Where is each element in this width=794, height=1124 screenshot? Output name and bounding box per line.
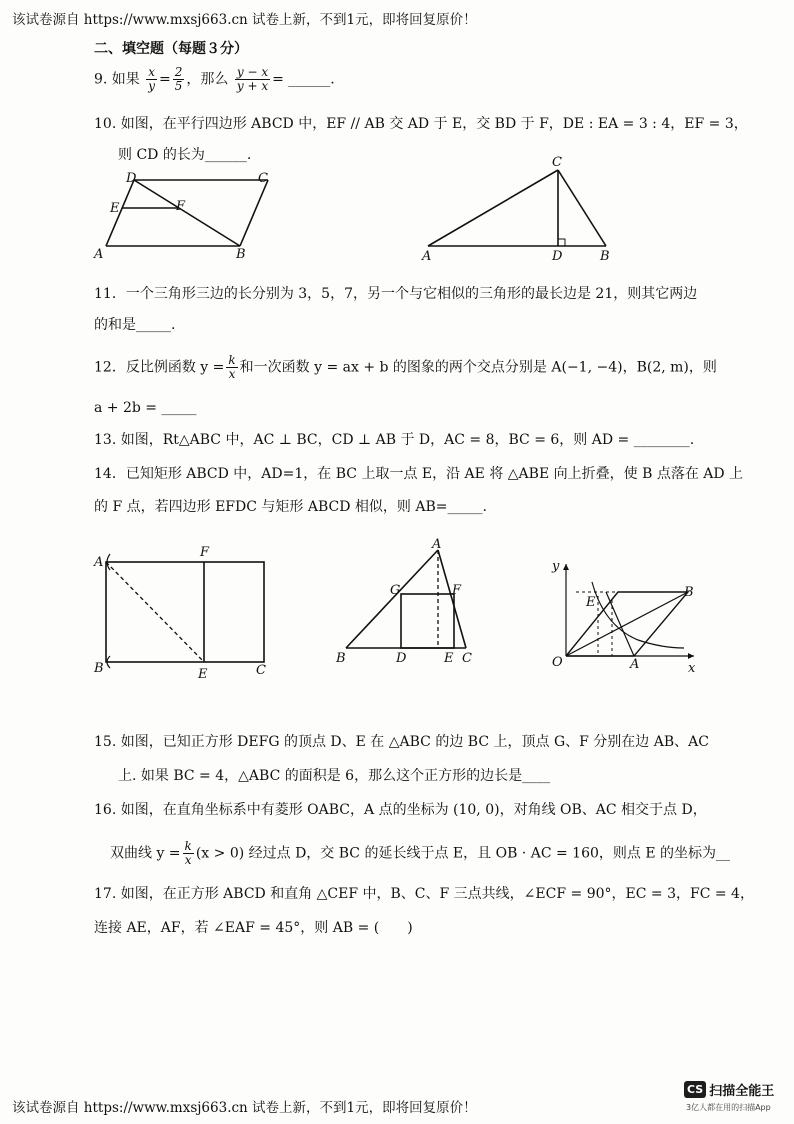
question-11-line1: 11．一个三角形三边的长分别为 3，5，7，另一个与它相似的三角形的最长边是 21，则其它两边 <box>94 286 698 302</box>
question-14-line2: 的 F 点，若四边形 EFDC 与矩形 ABCD 相似，则 AB=_____. <box>94 499 487 515</box>
fraction-2-over-5: $\frac{2}{5}$ <box>174 65 183 93</box>
label-G: G <box>390 583 401 598</box>
label-B: B <box>684 585 694 600</box>
label-A: A <box>94 555 104 570</box>
label-D: D <box>126 171 137 186</box>
square-in-triangle-figure <box>332 538 482 672</box>
cs-logo-icon: CS <box>684 1081 706 1098</box>
label-E: E <box>198 667 208 682</box>
label-C: C <box>256 663 266 678</box>
question-17-line2: 连接 AE，AF，若 ∠EAF = 45°，则 AB = ( ) <box>94 920 413 936</box>
label-A: A <box>630 657 640 672</box>
fraction-k-over-x: $\frac{k}{x}$ <box>228 353 236 381</box>
label-A: A <box>94 247 104 262</box>
label-A: A <box>432 538 442 552</box>
rhombus-coordinate-figure <box>546 556 702 680</box>
label-O: O <box>552 655 563 670</box>
fraction-k-over-x: $\frac{k}{x}$ <box>184 839 192 867</box>
question-15-line2: 上. 如果 BC = 4，△ABC 的面积是 6，那么这个正方形的边长是____ <box>118 768 551 784</box>
question-13: 13. 如图，Rt△ABC 中，AC ⊥ BC，CD ⊥ AB 于 D，AC = 8，BC = 6，则 AD = ________. <box>94 432 695 448</box>
question-9: 9. 如果 $\frac{x}{y}$ = $\frac{2}{5}$ ，那么 $\frac{y - x}{y + x}$ = ______. <box>94 65 335 93</box>
question-16-line2: 双曲线 y = $\frac{k}{x}$ (x > 0) 经过点 D，交 BC 的延长线于点 E，且 OB · AC = 160，则点 E 的坐标为__ <box>110 839 731 867</box>
label-A: A <box>422 249 432 264</box>
label-x: x <box>688 661 696 676</box>
scanner-logo <box>684 1080 774 1099</box>
footer-watermark: 该试卷源自 https://www.mxsj663.cn 试卷上新，不到1元，即将回复原价！ <box>12 1100 477 1116</box>
label-E: E <box>444 651 454 666</box>
label-y: y <box>552 559 560 574</box>
label-F: F <box>452 583 462 598</box>
label-F: F <box>176 199 186 214</box>
question-17-line1: 17. 如图，在正方形 ABCD 和直角 △CEF 中，B、C、F 三点共线，∠ECF = 90°，EC = 3，FC = 4， <box>94 886 754 902</box>
scanner-tagline: 3亿人都在用的扫描App <box>686 1103 771 1112</box>
fraction-expression: $\frac{y - x}{y + x}$ <box>236 65 269 93</box>
label-E: E <box>110 201 120 216</box>
section-title: 二、填空题（每题３分） <box>94 41 248 57</box>
question-14-line1: 14．已知矩形 ABCD 中，AD=1，在 BC 上取一点 E，沿 AE 将 △ABE 向上折叠，使 B 点落在 AD 上 <box>94 466 744 482</box>
scanner-app-name: 扫描全能王 <box>709 1084 775 1099</box>
label-C: C <box>552 155 562 170</box>
label-B: B <box>236 247 246 262</box>
question-12-line2: a + 2b = _____ <box>94 400 197 416</box>
question-10-line1: 10. 如图，在平行四边形 ABCD 中，EF // AB 交 AD 于 E，交 BD 于 F，DE : EA = 3 : 4，EF = 3， <box>94 116 748 132</box>
question-11-line2: 的和是_____. <box>94 317 176 333</box>
question-10-line2: 则 CD 的长为______. <box>118 147 252 163</box>
parallelogram-figure <box>90 166 280 266</box>
rectangle-fold-figure <box>88 540 278 682</box>
label-B: B <box>336 651 346 666</box>
question-16-line1: 16. 如图，在直角坐标系中有菱形 OABC，A 点的坐标为 (10, 0)，对角线 OB、AC 相交于点 D， <box>94 802 707 818</box>
label-E: E <box>586 595 596 610</box>
fraction-x-over-y: $\frac{x}{y}$ <box>148 65 156 93</box>
right-triangle-figure <box>418 152 618 264</box>
label-C: C <box>462 651 472 666</box>
label-D: D <box>552 249 563 264</box>
header-watermark: 该试卷源自 https://www.mxsj663.cn 试卷上新，不到1元，即将回复原价！ <box>12 12 477 28</box>
label-D: D <box>396 651 407 666</box>
question-12-line1: 12．反比例函数 y = $\frac{k}{x}$ 和一次函数 y = ax + b 的图象的两个交点分别是 A(−1, −4)，B(2, m)，则 <box>94 353 717 381</box>
label-F: F <box>200 545 210 560</box>
label-B: B <box>600 249 610 264</box>
label-B: B <box>94 661 104 676</box>
label-C: C <box>258 171 268 186</box>
question-15-line1: 15. 如图，已知正方形 DEFG 的顶点 D、E 在 △ABC 的边 BC 上，顶点 G、F 分别在边 AB、AC <box>94 734 709 750</box>
